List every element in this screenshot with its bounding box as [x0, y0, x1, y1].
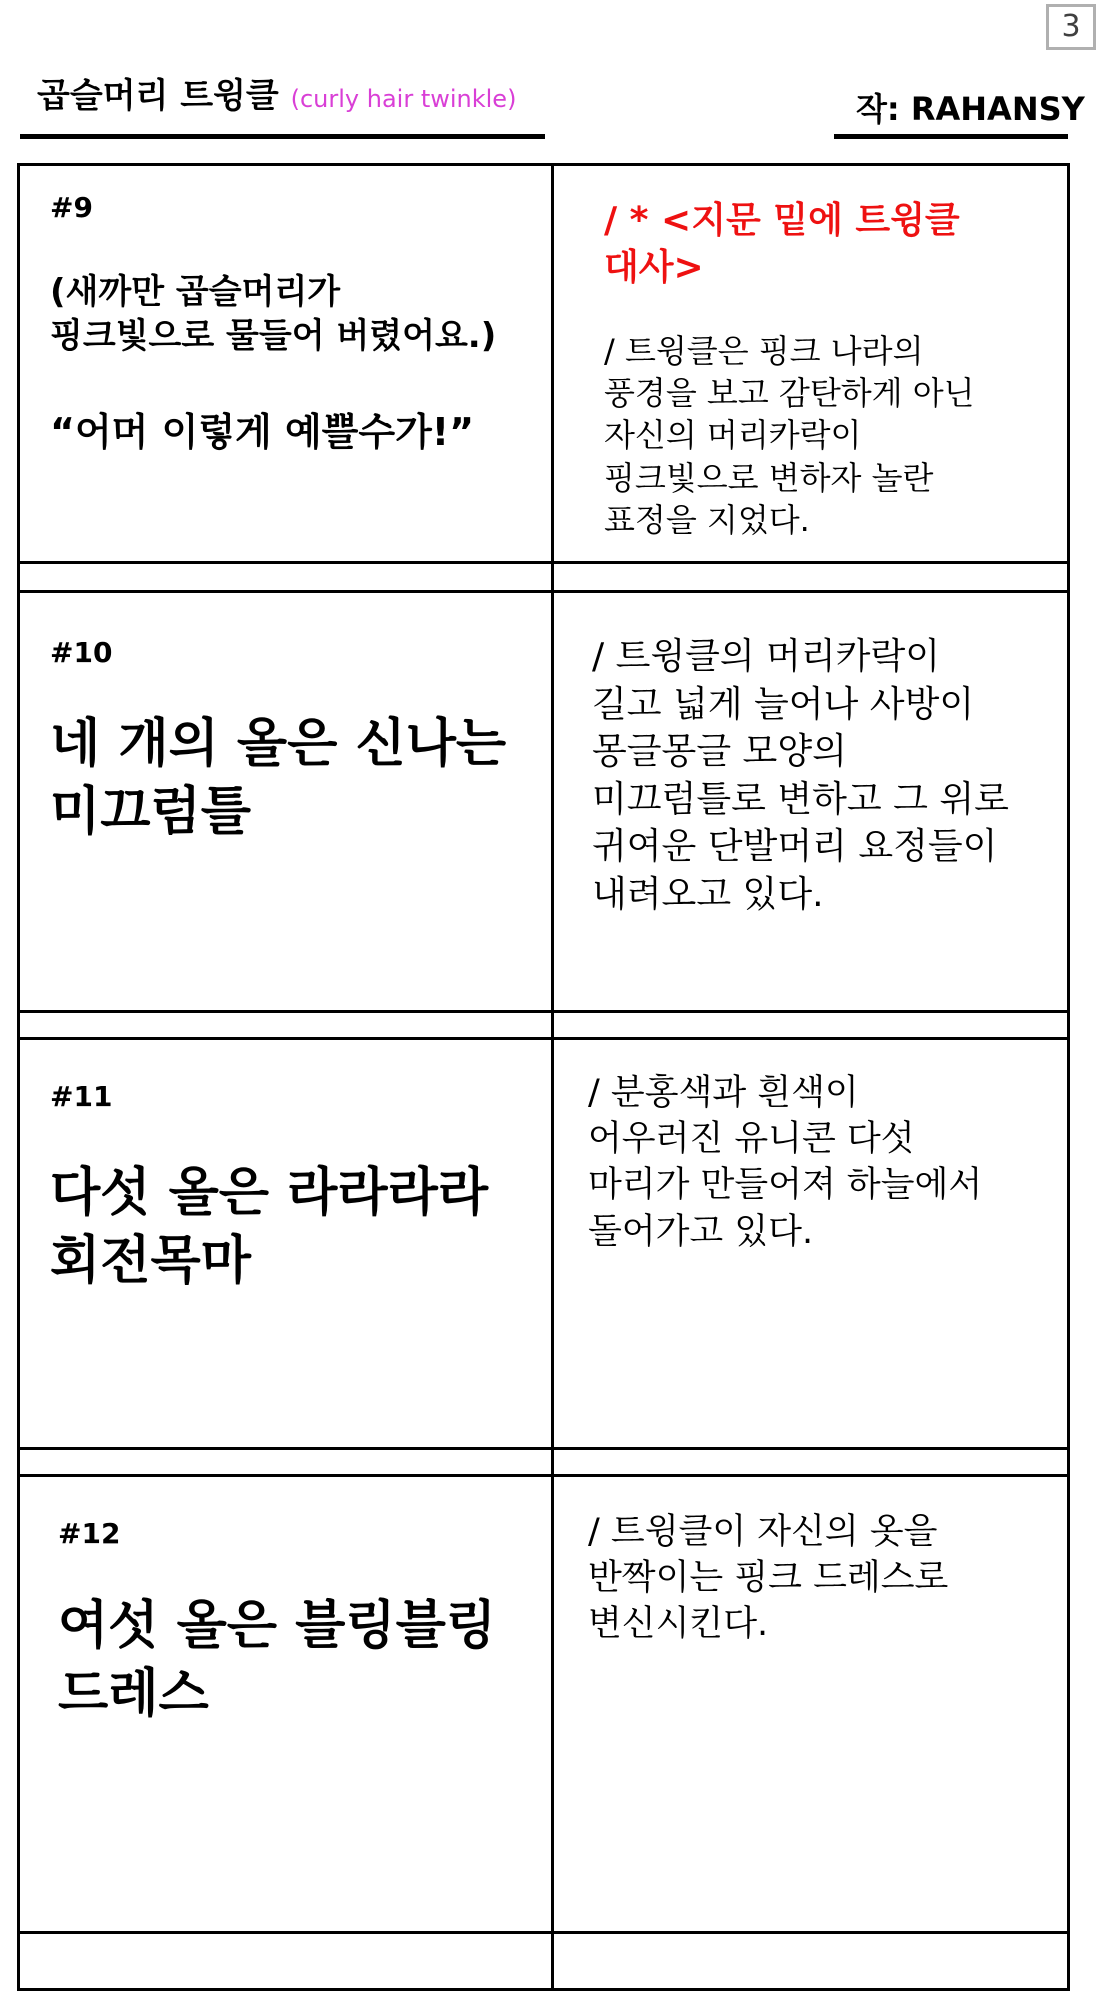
scene-12-left-panel [17, 1474, 554, 1934]
narration-line: 네 개의 올은 신나는 [50, 714, 507, 774]
next-row-right-partial [551, 1931, 1070, 1991]
scene-9-right-panel [551, 163, 1070, 564]
scene-11-left-panel [17, 1037, 554, 1450]
scene-narration [50, 711, 506, 846]
scene-narration [58, 1593, 496, 1728]
page-title [37, 68, 516, 117]
narration-line: 여섯 올은 블링블링 [58, 1596, 497, 1656]
spacer-row-left [17, 1010, 554, 1040]
script-note [604, 198, 960, 292]
scene-number: #10 [50, 636, 113, 669]
title-underline [20, 134, 545, 139]
scene-direction: / 트윙클이 자신의 옷을 반짝이는 핑크 드레스로 변신시킨다. [588, 1512, 949, 1645]
title-english: (curly hair twinkle) [290, 85, 517, 113]
scene-direction: / 트윙클은 핑크 나라의 풍경을 보고 감탄하게 아닌 자신의 머리카락이 핑크빛으로 변하자 놀란 표정을 지었다. [604, 332, 975, 539]
narration-line: 드레스 [58, 1663, 209, 1724]
next-row-left-partial [17, 1931, 554, 1991]
scene-number: #9 [50, 191, 93, 224]
page-number: 3 [1046, 4, 1096, 50]
scene-dialogue: “어머 이렇게 예쁠수가!” [50, 410, 475, 454]
note-line: / * <지문 밑에 트윙클 [604, 200, 960, 241]
spacer-row-left [17, 1447, 554, 1477]
scene-10-right-panel [551, 590, 1070, 1013]
scene-10-left-panel [17, 590, 554, 1013]
author-name: : RAHANSY [886, 90, 1085, 128]
narration-line: 다섯 올은 라라라라 [50, 1163, 489, 1223]
narration-line: 미끄럼틀 [50, 781, 251, 842]
narration-line: 핑크빛으로 물들어 버렸어요.) [50, 316, 497, 357]
author-credit [856, 84, 1085, 130]
narration-line: (새까만 곱슬머리가 [50, 272, 341, 312]
scene-11-right-panel [551, 1037, 1070, 1450]
scene-narration [50, 270, 496, 358]
scene-narration [50, 1160, 488, 1295]
author-underline [834, 134, 1068, 139]
scene-direction: / 분홍색과 흰색이 어우러진 유니콘 다섯 마리가 만들어져 하늘에서 돌어가고 있다. [588, 1073, 983, 1252]
spacer-row-right [551, 561, 1070, 593]
scene-12-right-panel [551, 1474, 1070, 1934]
title-korean: 곱슬머리 트윙클 [37, 76, 279, 116]
spacer-row-left [17, 561, 554, 593]
spacer-row-right [551, 1010, 1070, 1040]
narration-line: 회전목마 [50, 1230, 251, 1291]
scene-number: #11 [50, 1080, 113, 1113]
spacer-row-right [551, 1447, 1070, 1477]
scene-number: #12 [58, 1517, 121, 1550]
scene-9-left-panel [17, 163, 554, 564]
author-label: 작 [856, 90, 887, 128]
note-line: 대사> [604, 246, 704, 288]
scene-direction: / 트윙클의 머리카락이 길고 넓게 늘어나 사방이 몽글몽글 모양의 미끄럼틀로 변하고 그 위로 귀여운 단발머리 요정들이 내려오고 있다. [592, 636, 1009, 915]
